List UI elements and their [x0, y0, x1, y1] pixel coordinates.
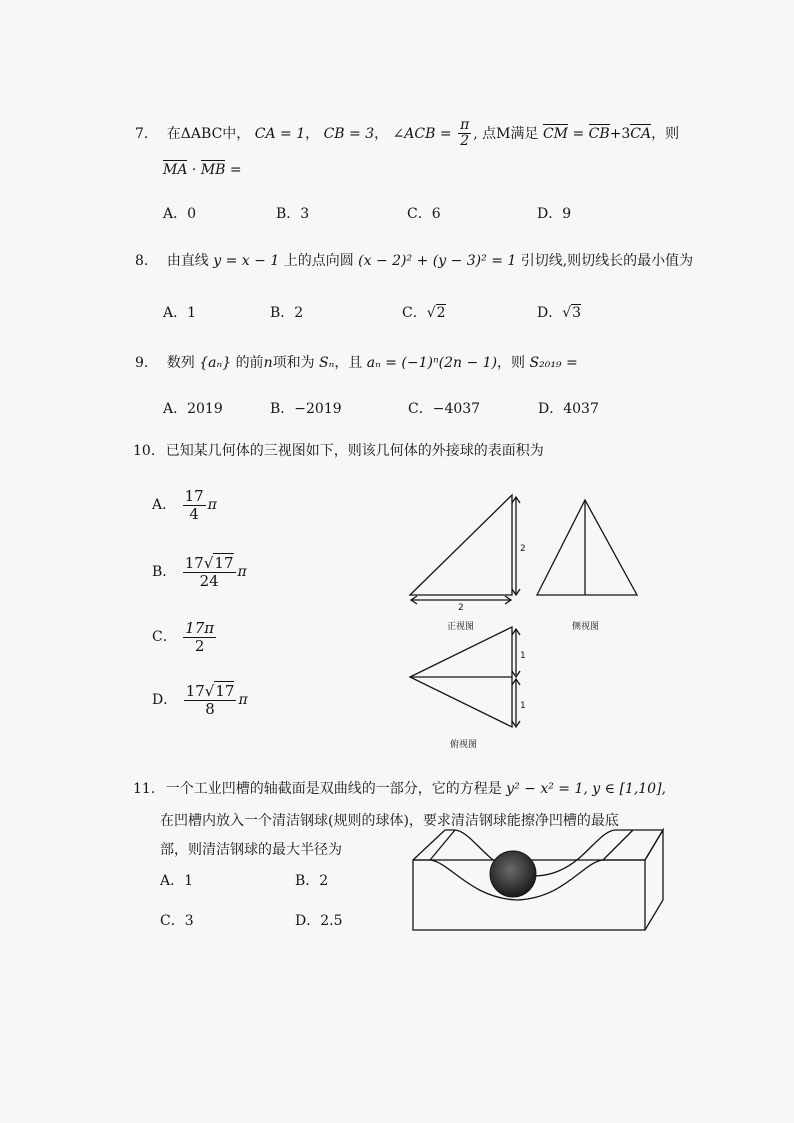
front-view-shape [410, 495, 512, 595]
q7-option-d[interactable]: D．9 [537, 206, 572, 222]
question-number: 10. [133, 443, 156, 459]
q8-option-b[interactable]: B．2 [270, 305, 304, 321]
side-view-shape [537, 500, 637, 595]
sqrt-3: 3 [572, 305, 582, 321]
q10-option-d[interactable]: D． $\frac{17√17}{8}$ π [152, 682, 248, 718]
vector-ca: CA [630, 125, 652, 142]
question-8: 8. 由直线 y = x − 1 上的点向圆 (x − 2)² + (y − 3)² = 1 引切线,则切线长的最小值为 [135, 253, 694, 269]
three-view-diagram [400, 490, 660, 755]
q9-option-b[interactable]: B．−2019 [270, 401, 342, 417]
angle-label: ∠ACB = [392, 125, 452, 142]
groove-illustration [405, 820, 670, 935]
condition-cb: CB = 3 [323, 125, 375, 142]
question-text: 已知某几何体的三视图如下，则该几何体的外接球的表面积为 [165, 443, 544, 459]
front-view-label: 正视图 [447, 622, 475, 632]
sum-symbol: Sₙ [319, 355, 335, 371]
angle-fraction: $\frac{\pi}{2}$ [460, 117, 470, 150]
q7-option-b[interactable]: B．3 [276, 206, 310, 222]
dim-height-label: 2 [520, 544, 526, 554]
question-7: 7. 在ΔABC中， CA = 1， CB = 3， ∠ACB = $\frac{\pi}{2}$ , 点M满足 CM = CB+3CA，则 [135, 117, 680, 150]
side-view-label: 侧视图 [572, 622, 600, 632]
q7-option-a[interactable]: A．0 [163, 206, 197, 222]
vector-cb: CB [588, 125, 610, 142]
q9-option-a[interactable]: A．2019 [163, 401, 223, 417]
vector-ma: MA [163, 162, 188, 178]
question-text-2: 点M满足 [482, 125, 539, 142]
q8-option-d[interactable]: D．√3 [537, 305, 582, 321]
general-term: aₙ = (−1)ⁿ(2n − 1) [366, 355, 498, 371]
question-11-line2: 在凹槽内放入一个清洁钢球(规则的球体)，要求清洁钢球能擦净凹槽的最底 [160, 813, 619, 829]
vector-cm: CM [542, 125, 569, 142]
q8-option-a[interactable]: A．1 [163, 305, 197, 321]
question-11-line3: 部，则清洁钢球的最大半径为 [160, 842, 342, 858]
q11-option-a[interactable]: A．1 [160, 873, 194, 889]
line-equation: y = x − 1 [213, 253, 280, 269]
question-number: 8. [135, 253, 149, 269]
q9-option-c[interactable]: C．−4037 [408, 401, 481, 417]
steel-ball [490, 851, 536, 897]
q10-option-a[interactable]: A． $\frac{17}{4}$ π [152, 487, 217, 523]
question-7-line2: MA · MB = [163, 162, 242, 178]
circle-equation: (x − 2)² + (y − 3)² = 1 [358, 253, 517, 269]
vector-mb: MB [200, 162, 226, 178]
question-11: 11. 一个工业凹槽的轴截面是双曲线的一部分，它的方程是 y² − x² = 1, y ∈ [1,10], [133, 781, 666, 797]
top-view-label: 俯视图 [450, 740, 478, 750]
dim-width-label: 2 [458, 603, 464, 613]
q10-option-c[interactable]: C． $\frac{17\pi}{2}$ [152, 619, 215, 655]
sequence: {aₙ} [199, 355, 232, 371]
question-10 [133, 440, 544, 460]
dim-top2-label: 1 [520, 701, 526, 711]
q11-option-b[interactable]: B．2 [295, 873, 329, 889]
sqrt-2: 2 [436, 305, 446, 321]
q8-option-c[interactable]: C．√2 [402, 305, 446, 321]
hyperbola-equation: y² − x² = 1, y ∈ [1,10], [506, 781, 666, 797]
q9-option-d[interactable]: D．4037 [538, 401, 599, 417]
question-9: 9. 数列 {aₙ} 的前n项和为 Sₙ，且 aₙ = (−1)ⁿ(2n − 1)，则 S₂₀₁₉ = [135, 355, 578, 371]
condition-ca: CA = 1 [254, 125, 306, 142]
s2019: S₂₀₁₉ = [529, 355, 578, 371]
question-number: 9. [135, 355, 149, 371]
q7-option-c[interactable]: C．6 [407, 206, 441, 222]
question-text: 在ΔABC中， [166, 125, 251, 142]
question-number: 7. [135, 125, 149, 142]
dim-top1-label: 1 [520, 651, 526, 661]
q11-option-c[interactable]: C．3 [160, 913, 194, 929]
q10-option-b[interactable]: B． $\frac{17√17}{24}$ π [152, 554, 247, 590]
question-number: 11. [133, 781, 156, 797]
q11-option-d[interactable]: D．2.5 [295, 913, 343, 929]
